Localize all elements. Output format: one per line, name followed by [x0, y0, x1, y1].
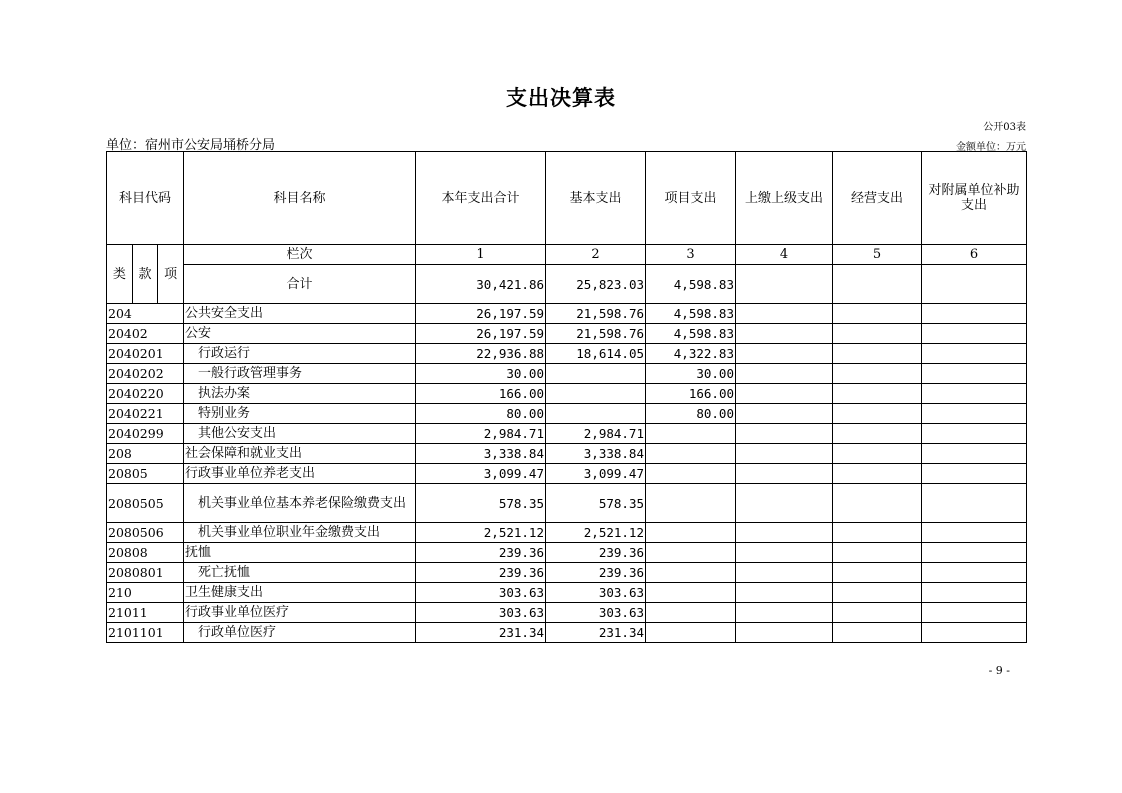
table-row: [107, 404, 1027, 424]
row-upper: [736, 444, 833, 464]
row-code: 2101101: [107, 623, 184, 643]
row-business: [833, 404, 922, 424]
row-upper: [736, 623, 833, 643]
row-basic: 3,338.84: [546, 444, 646, 464]
row-project: [646, 464, 736, 484]
row-project: [646, 623, 736, 643]
reporting-unit: 单位：宿州市公安局埇桥分局: [106, 138, 276, 153]
row-basic: 239.36: [546, 543, 646, 563]
row-subsidy: [922, 384, 1027, 404]
page-title: 支出决算表: [506, 85, 616, 110]
row-name: 社会保障和就业支出: [184, 444, 416, 464]
row-basic: 2,521.12: [546, 523, 646, 543]
sum-total: 30,421.86: [416, 265, 546, 304]
table-row: [107, 484, 1027, 523]
row-basic: 231.34: [546, 623, 646, 643]
row-name: 行政事业单位养老支出: [184, 464, 416, 484]
row-upper: [736, 543, 833, 563]
row-total: 2,521.12: [416, 523, 546, 543]
row-upper: [736, 523, 833, 543]
row-basic: 21,598.76: [546, 304, 646, 324]
row-business: [833, 344, 922, 364]
table-row: [107, 344, 1027, 364]
header-subsidy: 对附属单位补助支出: [922, 152, 1027, 245]
row-basic: 303.63: [546, 603, 646, 623]
row-total: 30.00: [416, 364, 546, 384]
header-kuan: 款: [133, 245, 159, 303]
row-business: [833, 523, 922, 543]
row-code: 20808: [107, 543, 184, 563]
row-project: 4,598.83: [646, 304, 736, 324]
row-business: [833, 364, 922, 384]
row-basic: 578.35: [546, 484, 646, 523]
row-basic: 2,984.71: [546, 424, 646, 444]
row-basic: [546, 384, 646, 404]
sum-upper: [736, 265, 833, 304]
row-total: 166.00: [416, 384, 546, 404]
row-name: 机关事业单位基本养老保险缴费支出: [184, 484, 416, 523]
row-project: 30.00: [646, 364, 736, 384]
table-row: [107, 384, 1027, 404]
row-name: 一般行政管理事务: [184, 364, 416, 384]
row-project: [646, 543, 736, 563]
row-subsidy: [922, 583, 1027, 603]
row-total: 2,984.71: [416, 424, 546, 444]
row-total: 3,338.84: [416, 444, 546, 464]
row-subsidy: [922, 324, 1027, 344]
row-basic: 21,598.76: [546, 324, 646, 344]
row-business: [833, 464, 922, 484]
row-total: 3,099.47: [416, 464, 546, 484]
form-number: 公开03表: [983, 122, 1026, 133]
row-code: 20402: [107, 324, 184, 344]
row-upper: [736, 563, 833, 583]
header-total: 本年支出合计: [416, 152, 546, 245]
row-name: 公安: [184, 324, 416, 344]
row-subsidy: [922, 304, 1027, 324]
row-name: 卫生健康支出: [184, 583, 416, 603]
money-unit: 金额单位：万元: [956, 142, 1026, 153]
row-total: 26,197.59: [416, 304, 546, 324]
row-total: 22,936.88: [416, 344, 546, 364]
col-num-5: 5: [833, 245, 922, 265]
row-code: 20805: [107, 464, 184, 484]
row-project: [646, 484, 736, 523]
row-code: 210: [107, 583, 184, 603]
row-basic: [546, 404, 646, 424]
row-upper: [736, 324, 833, 344]
row-project: 166.00: [646, 384, 736, 404]
row-upper: [736, 424, 833, 444]
row-upper: [736, 364, 833, 384]
col-num-4: 4: [736, 245, 833, 265]
row-project: 80.00: [646, 404, 736, 424]
row-total: 578.35: [416, 484, 546, 523]
table-row: [107, 563, 1027, 583]
row-business: [833, 444, 922, 464]
row-name: 死亡抚恤: [184, 563, 416, 583]
header-lei: 类: [107, 245, 133, 303]
row-subsidy: [922, 344, 1027, 364]
row-name: 行政事业单位医疗: [184, 603, 416, 623]
row-project: [646, 603, 736, 623]
category-level-cell: [107, 245, 184, 304]
header-column-seq: 栏次: [184, 245, 416, 265]
row-total: 239.36: [416, 543, 546, 563]
row-subsidy: [922, 464, 1027, 484]
row-basic: 239.36: [546, 563, 646, 583]
row-upper: [736, 484, 833, 523]
row-total: 231.34: [416, 623, 546, 643]
row-business: [833, 623, 922, 643]
row-business: [833, 603, 922, 623]
row-subsidy: [922, 603, 1027, 623]
table-row: [107, 444, 1027, 464]
col-num-1: 1: [416, 245, 546, 265]
row-name: 执法办案: [184, 384, 416, 404]
row-subsidy: [922, 424, 1027, 444]
row-basic: 303.63: [546, 583, 646, 603]
row-project: [646, 563, 736, 583]
row-project: [646, 583, 736, 603]
row-business: [833, 304, 922, 324]
row-business: [833, 583, 922, 603]
header-name: 科目名称: [184, 152, 416, 245]
table-row: [107, 623, 1027, 643]
row-project: 4,322.83: [646, 344, 736, 364]
row-upper: [736, 583, 833, 603]
row-code: 204: [107, 304, 184, 324]
row-subsidy: [922, 563, 1027, 583]
page-number: - 9 -: [988, 664, 1010, 677]
row-code: 2040202: [107, 364, 184, 384]
table-row: [107, 543, 1027, 563]
col-num-2: 2: [546, 245, 646, 265]
table-row: [107, 324, 1027, 344]
row-name: 公共安全支出: [184, 304, 416, 324]
row-basic: [546, 364, 646, 384]
table-row: [107, 603, 1027, 623]
row-upper: [736, 344, 833, 364]
expenditure-table: [106, 151, 1027, 643]
row-total: 80.00: [416, 404, 546, 424]
row-code: 2080505: [107, 484, 184, 523]
sum-subsidy: [922, 265, 1027, 304]
row-business: [833, 563, 922, 583]
row-code: 2080801: [107, 563, 184, 583]
row-name: 行政单位医疗: [184, 623, 416, 643]
table-row: [107, 364, 1027, 384]
row-code: 21011: [107, 603, 184, 623]
row-code: 2040221: [107, 404, 184, 424]
row-upper: [736, 384, 833, 404]
table-row: [107, 304, 1027, 324]
row-subsidy: [922, 543, 1027, 563]
row-subsidy: [922, 364, 1027, 384]
row-name: 行政运行: [184, 344, 416, 364]
sum-basic: 25,823.03: [546, 265, 646, 304]
row-business: [833, 384, 922, 404]
row-code: 208: [107, 444, 184, 464]
row-total: 303.63: [416, 583, 546, 603]
header-project: 项目支出: [646, 152, 736, 245]
col-num-3: 3: [646, 245, 736, 265]
sum-business: [833, 265, 922, 304]
row-name: 机关事业单位职业年金缴费支出: [184, 523, 416, 543]
table-row: [107, 464, 1027, 484]
row-upper: [736, 304, 833, 324]
row-basic: 18,614.05: [546, 344, 646, 364]
row-subsidy: [922, 623, 1027, 643]
row-total: 26,197.59: [416, 324, 546, 344]
row-subsidy: [922, 444, 1027, 464]
table-row: [107, 424, 1027, 444]
row-code: 2040201: [107, 344, 184, 364]
header-xiang: 项: [164, 266, 178, 282]
table-row: [107, 523, 1027, 543]
row-name: 特别业务: [184, 404, 416, 424]
row-project: 4,598.83: [646, 324, 736, 344]
row-business: [833, 324, 922, 344]
row-total: 303.63: [416, 603, 546, 623]
header-basic: 基本支出: [546, 152, 646, 245]
row-subsidy: [922, 404, 1027, 424]
row-code: 2080506: [107, 523, 184, 543]
col-num-6: 6: [922, 245, 1027, 265]
row-basic: 3,099.47: [546, 464, 646, 484]
row-upper: [736, 603, 833, 623]
header-code: 科目代码: [107, 152, 184, 245]
sum-project: 4,598.83: [646, 265, 736, 304]
row-subsidy: [922, 523, 1027, 543]
row-project: [646, 523, 736, 543]
row-total: 239.36: [416, 563, 546, 583]
row-business: [833, 484, 922, 523]
row-code: 2040299: [107, 424, 184, 444]
sum-label: 合计: [184, 265, 416, 304]
row-business: [833, 543, 922, 563]
row-project: [646, 444, 736, 464]
header-upper: 上缴上级支出: [736, 152, 833, 245]
row-upper: [736, 404, 833, 424]
row-business: [833, 424, 922, 444]
header-business: 经营支出: [833, 152, 922, 245]
row-name: 抚恤: [184, 543, 416, 563]
row-name: 其他公安支出: [184, 424, 416, 444]
row-subsidy: [922, 484, 1027, 523]
row-project: [646, 424, 736, 444]
table-row: [107, 583, 1027, 603]
row-code: 2040220: [107, 384, 184, 404]
row-upper: [736, 464, 833, 484]
